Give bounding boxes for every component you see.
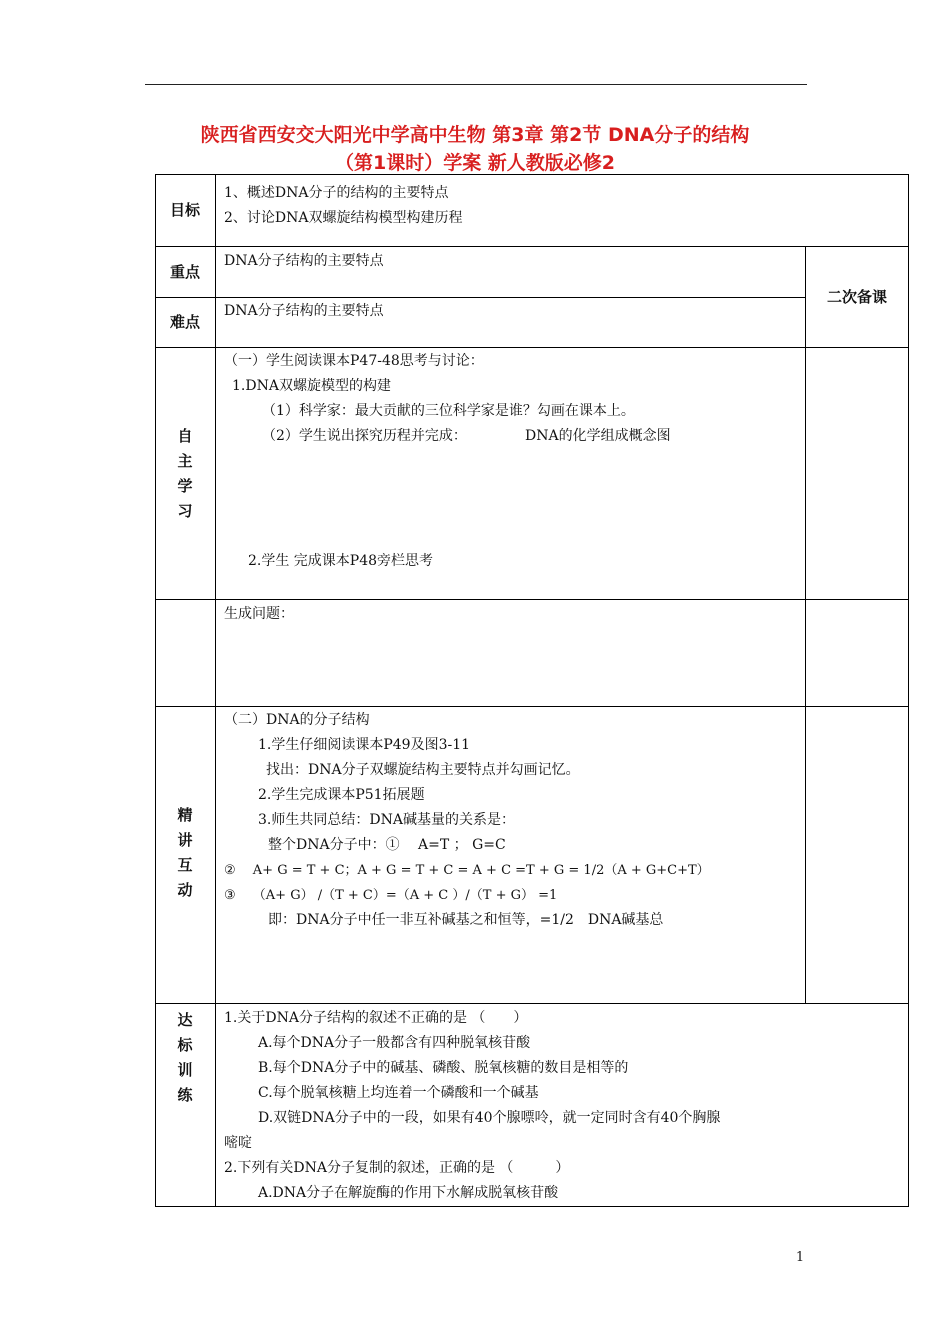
practice-line: A.DNA分子在解旋酶的作用下水解成脱氧核苷酸 [258, 1185, 559, 1201]
practice-label-char: 达 [177, 1011, 193, 1029]
practice-label-char: 练 [177, 1086, 193, 1104]
self-study-line: 1.DNA双螺旋模型的构建 [232, 378, 391, 394]
practice-line: 嘧啶 [224, 1135, 252, 1151]
self-study-label-char: 学 [177, 477, 193, 495]
practice-line: D.双链DNA分子中的一段，如果有40个腺嘌呤，就一定同时含有40个胸腺 [258, 1110, 721, 1126]
goal-label: 目标 [169, 201, 200, 219]
self-study-label-char: 习 [177, 502, 193, 520]
row-divider [155, 297, 805, 298]
self-study-line: （2）学生说出探究历程并完成： [262, 428, 467, 444]
practice-line: B.每个DNA分子中的碱基、磷酸、脱氧核糖的数目是相等的 [258, 1060, 629, 1076]
lecture-line: （二）DNA的分子结构 [224, 712, 370, 728]
second-prep-label: 二次备课 [826, 288, 887, 306]
self-study-line: DNA的化学组成概念图 [525, 428, 671, 444]
key-point-text: DNA分子结构的主要特点 [224, 253, 384, 269]
lecture-line: 3.师生共同总结：DNA碱基量的关系是： [258, 812, 515, 828]
self-study-line: （一）学生阅读课本P47-48思考与讨论： [224, 353, 484, 369]
table-border-top [155, 174, 909, 175]
table-border-right [908, 174, 909, 1207]
row-divider [155, 347, 909, 348]
generated-questions-text: 生成问题： [224, 606, 294, 622]
document-title-line-1: 陕西省西安交大阳光中学高中生物 第3章 第2节 DNA分子的结构 [200, 124, 750, 146]
lecture-label-char: 讲 [177, 831, 193, 849]
practice-line: 1.关于DNA分子结构的叙述不正确的是 （ ） [224, 1010, 528, 1026]
lecture-line: ② A+ G = T + C；A + G = T + C = A + C =T + G = 1/2（A + G+C+T） [224, 863, 710, 878]
goal-line-2: 2、讨论DNA双螺旋结构模型构建历程 [224, 210, 463, 226]
practice-line: A.每个DNA分子一般都含有四种脱氧核苷酸 [258, 1035, 531, 1051]
lecture-line: 2.学生完成课本P51拓展题 [258, 787, 425, 803]
key-point-label: 重点 [169, 263, 200, 281]
header-rule [145, 84, 807, 85]
lecture-line: 1.学生仔细阅读课本P49及图3-11 [258, 737, 471, 753]
lecture-line: 找出：DNA分子双螺旋结构主要特点并勾画记忆。 [266, 762, 580, 778]
lecture-label-char: 精 [177, 806, 193, 824]
lecture-line: 整个DNA分子中：① A=T ； G=C [268, 837, 506, 853]
difficulty-label: 难点 [169, 313, 200, 331]
row-divider [155, 706, 909, 707]
row-divider [155, 246, 909, 247]
column-divider [215, 174, 216, 1207]
document-title-line-2: （第1课时）学案 新人教版必修2 [334, 152, 616, 174]
self-study-label-char: 自 [177, 427, 193, 445]
practice-label-char: 训 [177, 1061, 193, 1079]
lecture-line: 即：DNA分子中任一非互补碱基之和恒等，=1/2 DNA碱基总 [268, 912, 664, 928]
lecture-label-char: 互 [177, 856, 193, 874]
row-divider [155, 1003, 909, 1004]
practice-line: C.每个脱氧核糖上均连着一个磷酸和一个碱基 [258, 1085, 539, 1101]
table-border-bottom [155, 1206, 909, 1207]
self-study-line: （1）科学家：最大贡献的三位科学家是谁？勾画在课本上。 [262, 403, 635, 419]
practice-label-char: 标 [177, 1036, 193, 1054]
page-number: 1 [795, 1250, 805, 1265]
difficulty-text: DNA分子结构的主要特点 [224, 303, 384, 319]
self-study-line: 2.学生 完成课本P48旁栏思考 [248, 553, 434, 569]
row-divider [155, 599, 909, 600]
goal-line-1: 1、概述DNA分子的结构的主要特点 [224, 185, 449, 201]
self-study-label-char: 主 [177, 452, 193, 470]
lecture-line: ③ （A+ G） /（T + C）=（A + C ）/（T + G） =1 [224, 888, 558, 903]
column-divider [805, 246, 806, 1003]
practice-line: 2.下列有关DNA分子复制的叙述，正确的是 （ ） [224, 1160, 570, 1176]
lecture-label-char: 动 [177, 881, 193, 899]
